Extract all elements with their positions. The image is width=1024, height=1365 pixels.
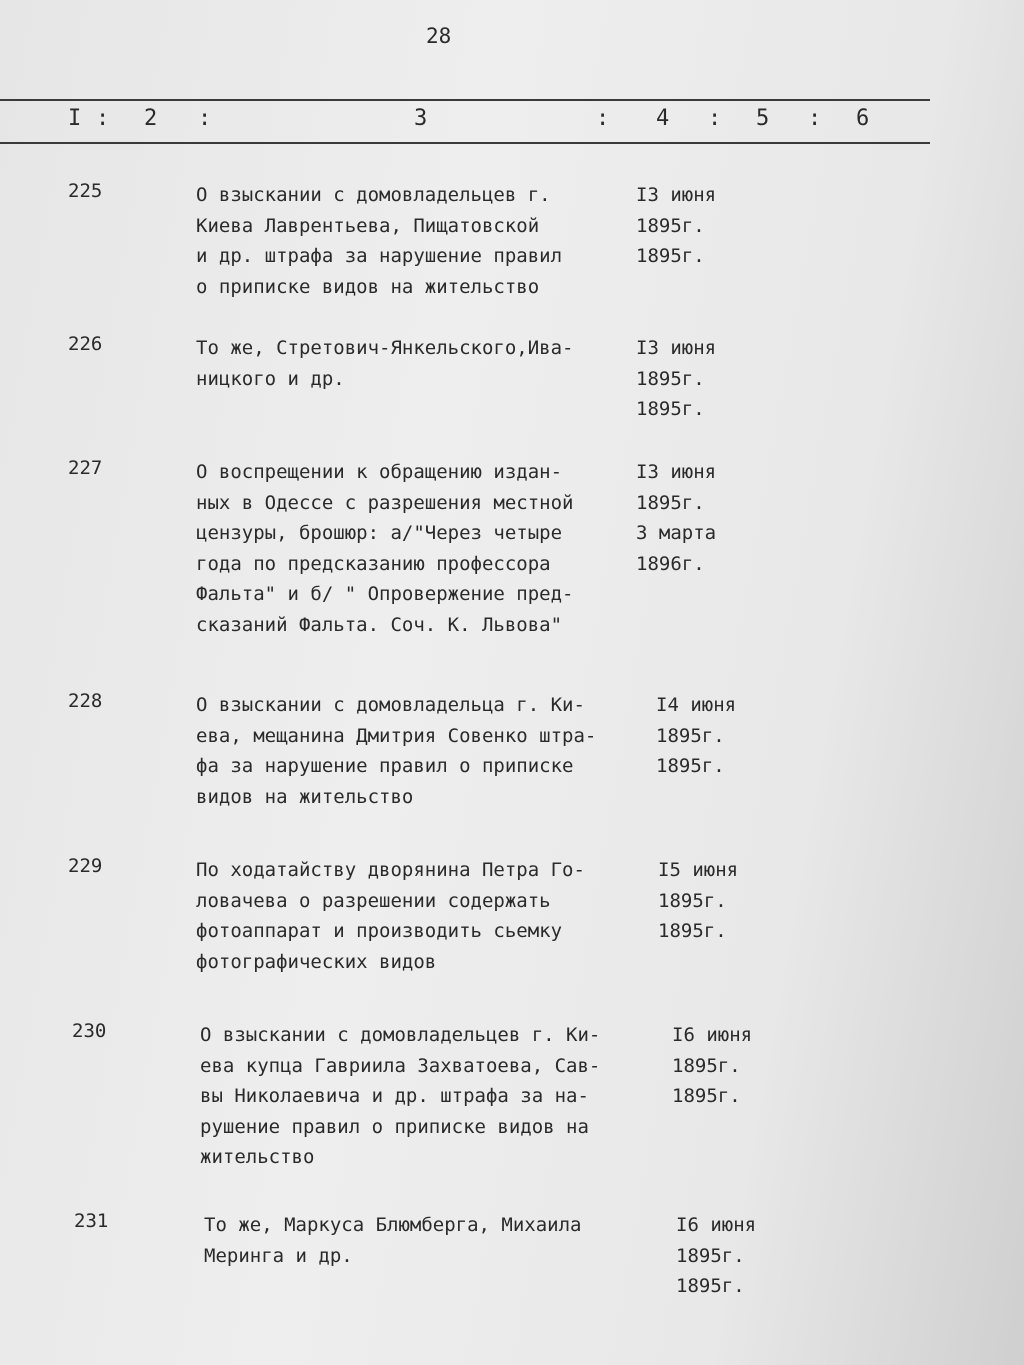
- record-title: [196, 855, 636, 977]
- record-date-line: I4 июня: [656, 694, 737, 716]
- record-number: 231: [74, 1210, 109, 1232]
- record-date-line: 1895г.: [676, 1275, 745, 1297]
- record-date-line: 1895г.: [656, 755, 725, 777]
- record-title-line: ницкого и др.: [196, 367, 345, 390]
- column-separator: :: [198, 106, 212, 131]
- record-date-line: I6 июня: [672, 1024, 753, 1046]
- column-separator: :: [808, 106, 822, 131]
- column-separator: :: [96, 106, 110, 131]
- record-title-line: фотоаппарат и производить сьемку: [196, 920, 563, 942]
- record-date-line: 1895г.: [636, 214, 705, 237]
- page-number: 28: [426, 24, 452, 48]
- column-header-5: 5: [756, 106, 770, 131]
- column-header-4: 4: [656, 106, 670, 131]
- record-dates: [636, 457, 716, 579]
- record-number: 225: [68, 180, 103, 202]
- record-date-line: I3 июня: [636, 184, 717, 206]
- record-title-line: вы Николаевича и др. штрафа за на-: [200, 1085, 589, 1107]
- header-top-rule: [0, 99, 930, 101]
- record-dates: [676, 1210, 756, 1302]
- record-date-line: 1895г.: [672, 1085, 741, 1107]
- record-dates: [672, 1020, 752, 1112]
- record-title-line: фа за нарушение правил о приписке: [196, 755, 574, 777]
- record-date-line: 1895г.: [676, 1244, 745, 1267]
- record-title-line: ловачева о разрешении содержать: [196, 889, 551, 912]
- record-date-line: 1895г.: [636, 491, 705, 514]
- record-title-line: ных в Одессе с разрешения местной: [196, 491, 574, 514]
- record-title: [196, 333, 636, 394]
- record-title-line: года по предсказанию профессора: [196, 552, 551, 575]
- column-header-6: 6: [856, 106, 870, 131]
- record-date-line: 1895г.: [636, 398, 705, 420]
- record-date-line: I6 июня: [676, 1214, 757, 1236]
- record-title-line: По ходатайству дворянина Петра Го-: [196, 859, 585, 881]
- header-bottom-rule: [0, 142, 930, 144]
- record-title: [196, 690, 636, 812]
- record-title-line: Меринга и др.: [204, 1244, 353, 1267]
- record-title-line: О взыскании с домовладельцев г.: [196, 184, 551, 206]
- record-date-line: 1895г.: [636, 367, 705, 390]
- record-title-line: Фальта" и б/ " Опровержение пред-: [196, 583, 574, 605]
- record-title: [196, 457, 636, 640]
- record-title-line: То же, Стретович-Янкельского,Ива-: [196, 337, 574, 359]
- record-number: 229: [68, 855, 103, 877]
- record-title: [200, 1020, 640, 1173]
- record-title-line: ева купца Гавриила Захватоева, Сав-: [200, 1054, 601, 1077]
- record-title-line: видов на жительство: [196, 785, 414, 808]
- record-number: 230: [72, 1020, 107, 1042]
- record-date-line: I5 июня: [658, 859, 739, 881]
- record-date-line: I3 июня: [636, 337, 717, 359]
- record-title-line: о приписке видов на жительство: [196, 275, 540, 298]
- record-date-line: 1895г.: [658, 889, 727, 912]
- record-date-line: 1895г.: [658, 920, 727, 942]
- record-title-line: сказаний Фальта. Соч. К. Львова": [196, 613, 563, 636]
- column-header-1: I: [68, 106, 82, 131]
- record-date-line: 1895г.: [672, 1054, 741, 1077]
- record-title-line: цензуры, брошюр: а/"Через четыре: [196, 522, 563, 544]
- column-separator: :: [708, 106, 722, 131]
- record-number: 228: [68, 690, 103, 712]
- record-title-line: Киева Лаврентьева, Пищатовской: [196, 214, 540, 237]
- column-header-2: 2: [144, 106, 158, 131]
- record-dates: [636, 180, 716, 272]
- record-date-line: 3 марта: [636, 522, 717, 544]
- record-title: [196, 180, 636, 302]
- record-title-line: жительство: [200, 1146, 315, 1168]
- column-header-3: 3: [414, 106, 428, 131]
- column-separator: :: [596, 106, 610, 131]
- record-title-line: О взыскании с домовладельца г. Ки-: [196, 694, 585, 716]
- record-dates: [636, 333, 716, 425]
- record-number: 226: [68, 333, 103, 355]
- record-title-line: О воспрещении к обращению издан-: [196, 461, 563, 483]
- record-dates: [656, 690, 736, 782]
- record-date-line: I3 июня: [636, 461, 717, 483]
- record-title-line: ева, мещанина Дмитрия Совенко штра-: [196, 724, 597, 747]
- record-title-line: фотографических видов: [196, 950, 437, 973]
- record-title-line: То же, Маркуса Блюмберга, Михаила: [204, 1214, 582, 1236]
- record-number: 227: [68, 457, 103, 479]
- record-dates: [658, 855, 738, 947]
- record-title: [204, 1210, 644, 1271]
- record-date-line: 1895г.: [636, 245, 705, 267]
- record-title-line: и др. штрафа за нарушение правил: [196, 245, 563, 267]
- record-title-line: рушение правил о приписке видов на: [200, 1115, 589, 1138]
- record-title-line: О взыскании с домовладельцев г. Ки-: [200, 1024, 601, 1046]
- record-date-line: 1896г.: [636, 552, 705, 575]
- record-date-line: 1895г.: [656, 724, 725, 747]
